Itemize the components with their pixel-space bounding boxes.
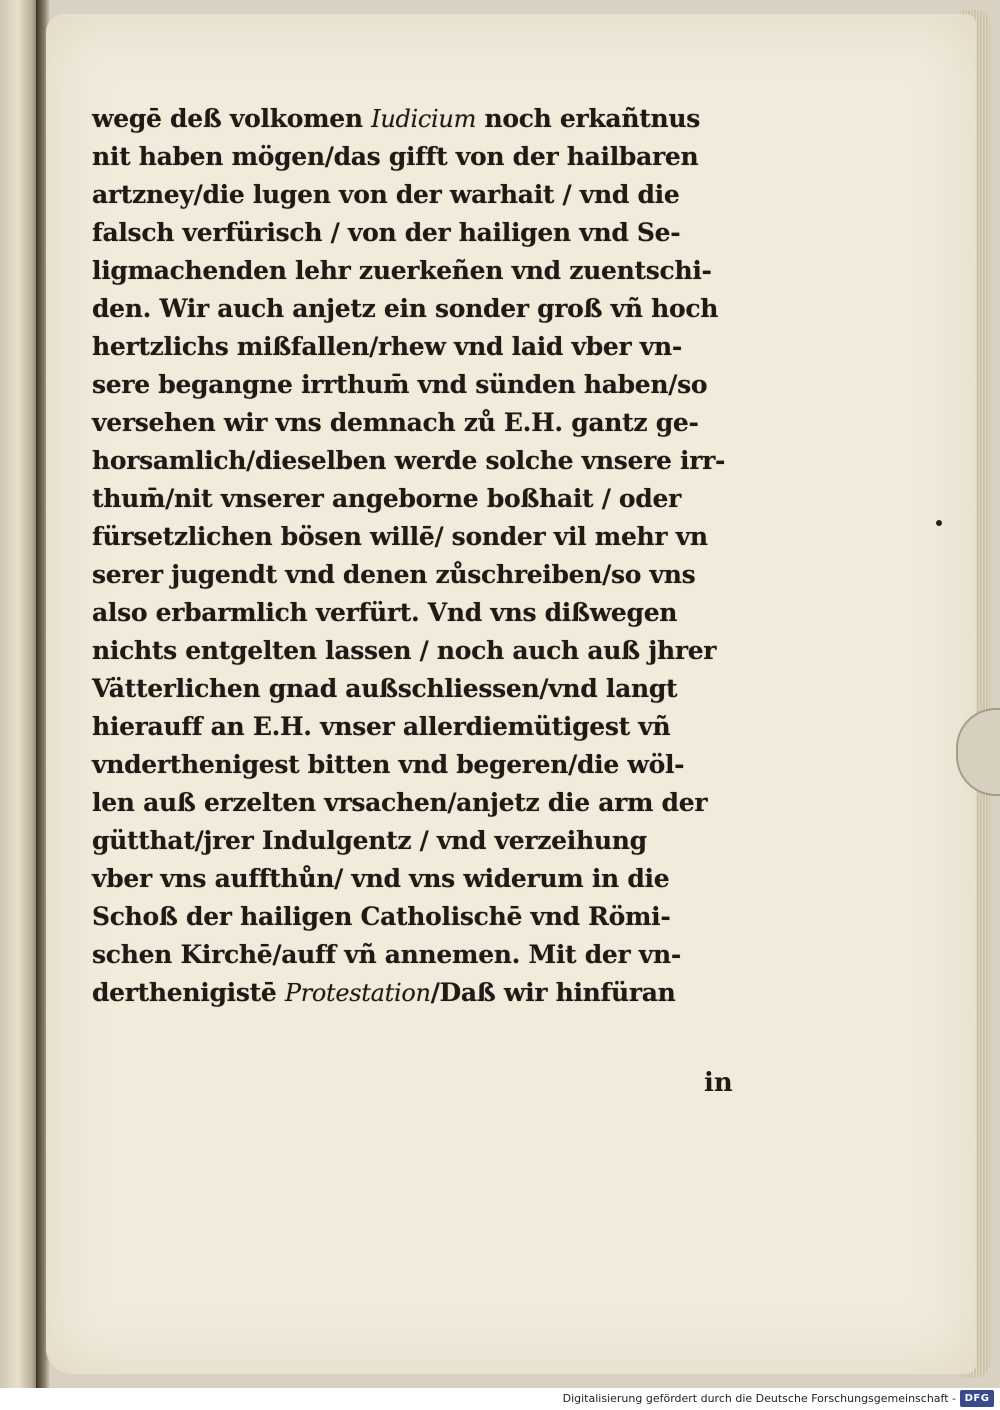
text-line: schen Kirchē/auff vñ annemen. Mit der vn- [92,940,681,969]
text-line: thum̄/nit vnserer angeborne boßhait / oder [92,484,681,513]
page-text-block [92,100,752,1012]
text-line: den. Wir auch anjetz ein sonder groß vñ hoch [92,294,719,323]
text-line: wegē deß volkomen Iudicium noch erkañtnus [92,104,700,133]
funding-credit: Digitalisierung gefördert durch die Deutsche Forschungsgemeinschaft - [562,1392,956,1405]
text-line: hierauff an E.H. vnser allerdiemütigest vñ [92,712,671,741]
text-line: versehen wir vns demnach zů E.H. gantz ge- [92,408,699,437]
text-line: derthenigistē Protestation/Daß wir hinfüran [92,978,676,1007]
text-line: falsch verfürisch / von der hailigen vnd Se- [92,218,681,247]
footer-bar [0,1388,1000,1410]
text-line: Schoß der hailigen Catholischē vnd Römi- [92,902,671,931]
text-line: hertzlichs mißfallen/rhew vnd laid vber vn- [92,332,682,361]
dfg-logo: DFG [960,1390,994,1407]
latin-term: Protestation [284,979,431,1007]
text-line: fürsetzlichen bösen willē/ sonder vil mehr vn [92,522,708,551]
text-line: vber vns auffthůn/ vnd vns widerum in die [92,864,670,893]
text-line: sere begangne irrthum̄ vnd sünden haben/so [92,370,708,399]
text-line: len auß erzelten vrsachen/anjetz die arm der [92,788,708,817]
text-line: nit haben mögen/das gifft von der hailbaren [92,142,699,171]
ink-dot [936,520,942,526]
text-line: vnderthenigest bitten vnd begeren/die wöl- [92,750,685,779]
text-line: nichts entgelten lassen / noch auch auß jhrer [92,636,717,665]
text-line: Vätterlichen gnad außschliessen/vnd langt [92,674,678,703]
text-line: also erbarmlich verfürt. Vnd vns dißwegen [92,598,678,627]
catchword: in [704,1068,733,1098]
text-line: gütthat/jrer Indulgentz / vnd verzeihung [92,826,647,855]
text-line: horsamlich/dieselben werde solche vnsere irr- [92,446,726,475]
text-line: ligmachenden lehr zuerkeñen vnd zuentschi- [92,256,712,285]
text-line: artzney/die lugen von der warhait / vnd die [92,180,680,209]
text-line: serer jugendt vnd denen zůschreiben/so vns [92,560,696,589]
facing-page-edge [0,0,40,1388]
latin-term: Iudicium [371,105,477,133]
